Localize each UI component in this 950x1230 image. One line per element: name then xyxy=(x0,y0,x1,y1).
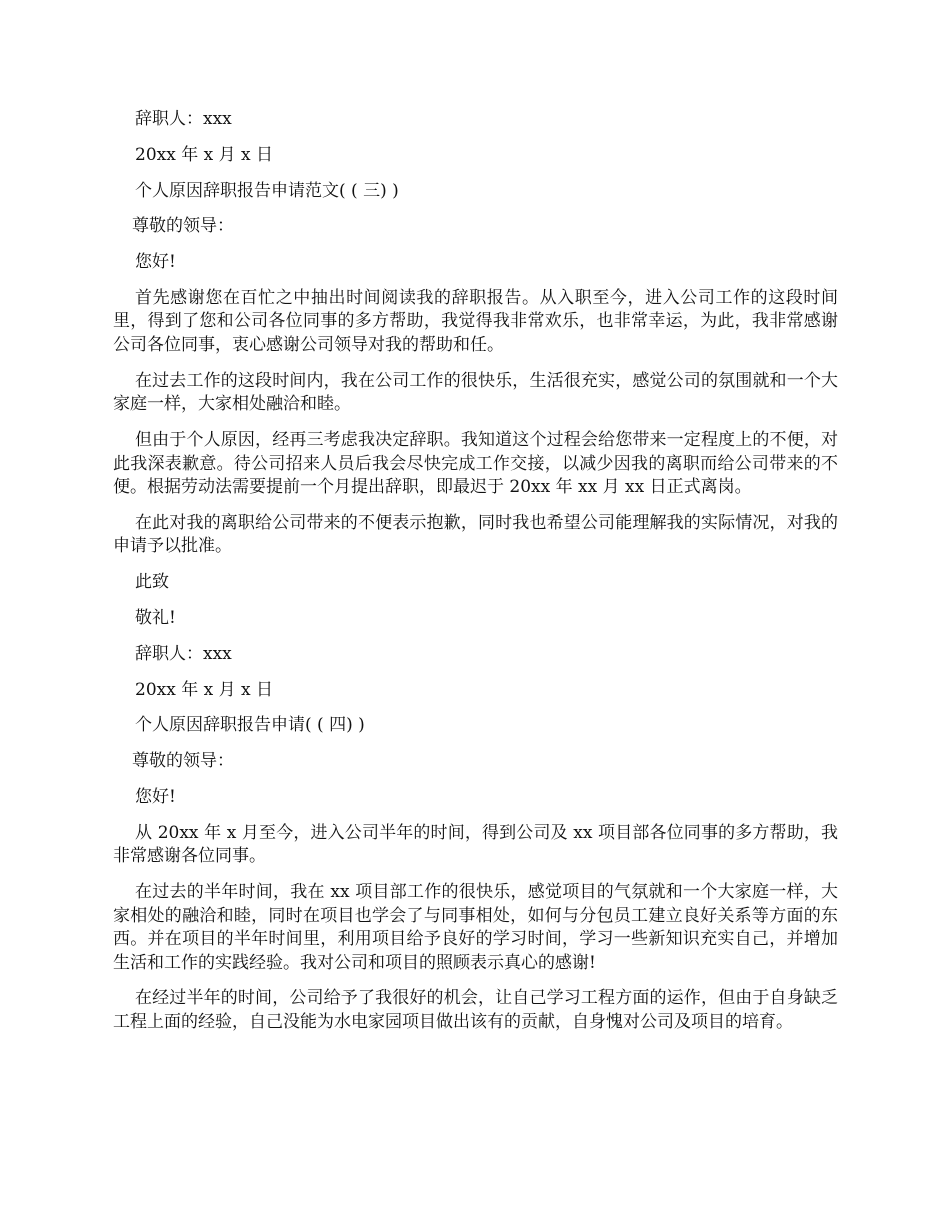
date-line: 20xx 年 x 月 x 日 xyxy=(135,679,274,700)
body-paragraph: 但由于个人原因，经再三考虑我决定辞职。我知道这个过程会给您带来一定程度上的不便，对此我深表歉意。待公司招来人员后我会尽快完成工作交接，以减少因我的离职而给公司带来的不便。根据劳动法需要提前一个月提出辞职，即最迟于 20xx 年 xx 月 xx 日正式离岗。 xyxy=(113,430,838,498)
body-paragraph: 在经过半年的时间，公司给予了我很好的机会，让自己学习工程方面的运作，但由于自身缺乏工程上面的经验，自己没能为水电家园项目做出该有的贡献，自身愧对公司及项目的培育。 xyxy=(113,988,838,1032)
signature-line: 辞职人：xxx xyxy=(135,109,232,129)
section-title: 个人原因辞职报告申请( ( 四) ) xyxy=(135,715,365,736)
date-line: 20xx 年 x 月 x 日 xyxy=(135,144,274,165)
body-paragraph: 在过去工作的这段时间内，我在公司工作的很快乐，生活很充实，感觉公司的氛围就和一个大家庭一样，大家相处融洽和睦。 xyxy=(113,370,838,415)
closing-regards: 敬礼! xyxy=(135,607,176,628)
salutation: 尊敬的领导： xyxy=(132,751,234,772)
body-paragraph: 首先感谢您在百忙之中抽出时间阅读我的辞职报告。从入职至今，进入公司工作的这段时间里，得到了您和公司各位同事的多方帮助，我觉得我非常欢乐，也非常幸运，为此，我非常感谢公司各位同事，衷心感谢公司领导对我的帮助和任。 xyxy=(113,287,838,355)
section-title: 个人原因辞职报告申请范文( ( 三) ) xyxy=(135,180,399,201)
body-paragraph: 在过去的半年时间，我在 xx 项目部工作的很快乐，感觉项目的气氛就和一个大家庭一样，大家相处的融洽和睦，同时在项目也学会了与同事相处，如何与分包员工建立良好关系等方面的东西。并在项目的半年时间里，利用项目给予良好的学习时间，学习一些新知识充实自己，并增加生活和工作的实践经验。我对公司和项目的照顾表示真心的感谢! xyxy=(113,882,838,973)
body-paragraph: 从 20xx 年 x 月至今，进入公司半年的时间，得到公司及 xx 项目部各位同事的多方帮助，我非常感谢各位同事。 xyxy=(113,822,838,867)
body-paragraph: 在此对我的离职给公司带来的不便表示抱歉，同时我也希望公司能理解我的实际情况，对我的申请予以批准。 xyxy=(113,512,838,557)
greeting: 您好! xyxy=(135,252,176,273)
closing-line: 此致 xyxy=(135,572,169,593)
signature-line: 辞职人：xxx xyxy=(135,643,232,664)
greeting: 您好! xyxy=(135,786,176,807)
salutation: 尊敬的领导： xyxy=(132,216,234,237)
document-page xyxy=(113,108,838,1047)
